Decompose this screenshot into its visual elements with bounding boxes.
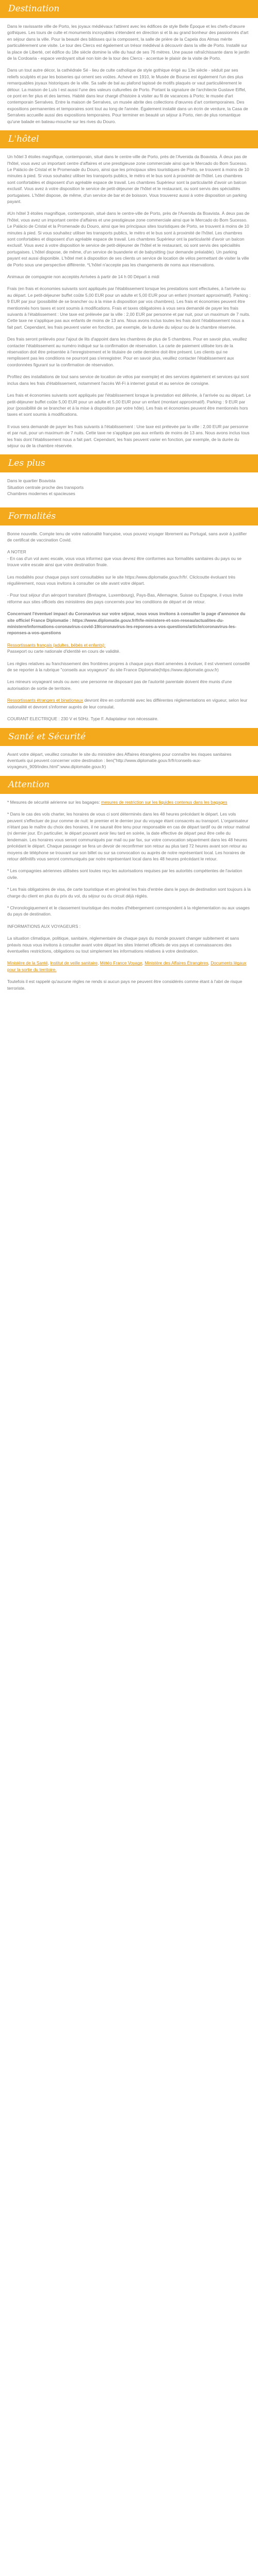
destination-paragraph-1: Dans le ravissante ville de Porto, les joyaux médiévaux l'attirent avec les édifices de style Belle Époque et les chefs-d'œuvre gothiques. Les tours de culte et monuments incroyables s'étendent en direction si et là au grand bonheur des passionnés d'art en séjour dans la ville. Pour la beauté des bâtisses qui la composent, la salle de prière de la Capela dos Almas mérite particulièrement une visite. Le tour des Clercs est également un trésor médiéval à découvrir dans la ville de Porto. Installé sur la place de Liberté, cet édifice du 18e siècle domine la ville du haut de ses 76 mètres. Une pause rafraîchissante dans le jardin de la Cordoaria - espace verdoyant situé non loin de la tour des Clercs - accentue le plaisir de la visite de Porto. <box>7 24 250 61</box>
health-ministry-link[interactable]: Ministère de la Santé <box>7 960 48 966</box>
attention-paragraph-3: * Les compagnies aériennes utilisées sont toutes reçu les autorisations requises par les autorités compétentes de l'aviation civile. <box>7 868 243 880</box>
sante-header: Santé et Sécurité <box>0 728 258 746</box>
sante-paragraph-1: Avant votre départ, veuillez consulter le site du ministère des Affaires étrangères pour connaître les risques sanitaires éventuels qui peuvent concerner votre destination : lien("http://www.diplomatie.gouv.fr/fr/conseils-aux-voyageurs_909/index.html":www.diplomatie.gouv.fr) <box>7 751 232 770</box>
formalites-paragraph-8: devront être en conformité avec les différentes réglementations en vigueur, selon leur nationalité et devront s'informer auprès de leur consulat. <box>7 698 248 709</box>
hotel-paragraph-4: Frais (en frais et économies suivants sont appliqués par l'établissement lorsque les prestations sont effectuées, à l'arrivée ou au départ. Le petit-déjeuner buffet coûte 5,00 EUR pour un adulte et 5,00 EUR pour un enfant (montant approximatif). Parking : 9 EUR par jour (possibilité de se brancher ou à la mise à disposition par vos chambres). Les frais et économies peuvent être mentionnés hors taxes et sont soumis à modifications. Frais et taxes obligatoires à vous sera demandé de payer les frais suivants à l'établissement : Une taxe est prélevée par la ville : 2,00 EUR par personne et par nuit, pour un maximum de 7 nuits. Cette taxe ne s'applique pas aux enfants de moins de 13 ans. Nous avons inclus toutes les frais dont l'établissement nous a fait part. Cependant, les frais peuvent varier en fonction, par exemple, de la durée du séjour ou de la chambre réservée. <box>7 286 251 330</box>
hotel-paragraph-8: Il vous sera demandé de payer les frais suivants à l'établissement : Une taxe est prélevée par la ville : 2,00 EUR par personne et par nuit, pour un maximum de 7 nuits. Cette taxe ne s'applique pas aux enfants de moins de 13 ans. Nous avons inclus tous les frais dont l'établissement nous a fait part. Cependant, les frais peuvent varier en fonction, par exemple, de la durée du séjour ou de la chambre réservée. <box>7 423 250 448</box>
formalites-paragraph-5: Passeport ou carte nationale d'identité en cours de validité. <box>7 649 121 654</box>
destination-content <box>0 18 258 125</box>
meteo-france-link[interactable]: Météo France Voyage <box>100 960 142 966</box>
formalites-paragraph-1: Bonne nouvelle. Compte tenu de votre nationalité française, vous pouvez voyager librement au Portugal, sans avoir à justifier de certificat de vaccination Covid. <box>7 531 247 543</box>
formalites-paragraph-6: Les règles relatives au franchissement des frontières propres à chaque pays étant amenées à évoluer, il est vivement conseillé de se reporter à la rubrique "conseils aux voyageurs" du site France Diplomatie(https://www.diplomatie.gouv.fr) <box>7 660 250 673</box>
formalites-note-title: A NOTER <box>7 549 26 555</box>
hotel-paragraph-5: Des frais seront prélevés pour l'ajout de lits d'appoint dans les chambres de plus de 5 chambres. Pour en savoir plus, veuillez contacter l'établissement au numéro indiqué sur la confirmation de réservation. La carte de paiement utilisée lors de la réservation doit être présentée à l'enregistrement et le titulaire de cette dernière doit être présent. Les clients qui ne remplissent pas les conditions ne pourront pas s'enregistrer. Pour en savoir plus, veuillez contacter l'établissement aux coordonnées figurant sur la confirmation de réservation. <box>7 336 247 367</box>
formalites-paragraph-4: - Pour tout séjour d'un aéroport transitant (Bretagne, Luxembourg), Pays-Bas, Allemagne, Suisse ou Espagne, il vous invite réforme aux sites officiels des ministères des pays concernés pour les conditions de départ et de retour. <box>7 592 243 604</box>
hotel-header: L'hôtel <box>0 130 258 148</box>
legal-documents-link[interactable]: Documents légaux pour la sortie du territoire. <box>7 960 247 972</box>
hotel-paragraph-6: Profitez des installations de tout sans service de location de vélos par exemple) et des services également et services qui sont inclus dans les frais d'établissement, notamment l'accès Wi-Fi à internet gratuit et au service de consigne. <box>7 374 249 386</box>
formalites-paragraph-3: Les modalités pour chaque pays sont consultables sur le site https://www.diplomatie.gouv.fr/fr/. Cliclcoutte évoluant très régulièrement, nous vous invitons à consulter ce site avant votre départ. <box>7 574 236 586</box>
hotel-paragraph-2: #Un hôtel 3 étoiles magnifique, contemporain, situé dans le centre-ville de Porto, près de l'Avenida da Boavista. À deux pas de l'hôtel, vous avez un important centre d'affaires et une prestigieuse zone commerciale ainsi que le Mercado do Bom Sucesso. Le Palácio de Cristal et la Promenade du Douro, ainsi que les principaux sites touristiques de Porto, se trouvent à moins de 10 minutes à pied. Si vous souhaitez utiliser les transports publics, le métro et le bus sont à proximité de l'hôtel. Les chambres sont confortables et disposent d'un agréable espace de travail. Les chambres Supérieur ont la particularité d'avoir un balcon exclusif. Vous avez à votre disposition le service de petit-déjeuner de l'hôtel et le restaurant, où sont servis des spécialités portugaises. L'hôtel dispose, de même, d'un service de buanderie et de babysitting (sur demande préalable). Un parking payant est aussi disponible. L'hôtel met à disposition de ses clients un service de location de vélos permettant de visiter la ville de Porto sous une perspective différente. *L'hôtel n'accepte pas les changements de noms aux réservations. <box>7 211 250 267</box>
formalites-paragraph-2: - En cas d'un vol avec escale, vous vous informez que vous devrez être conformes aux formalités sanitaires du pays ou se trouve votre escale ainsi que votre destination finale. <box>7 555 242 568</box>
plus-item: Situation centrale proche des transports <box>7 484 84 490</box>
attention-paragraph-6: La situation climatique, politique, sanitaire, réglementaire de chaque pays du monde pouvant changer subitement et sans préavis nous vous invitons à consulter avant votre départ les sites Internet officiels de vos pays et connaissances des éventuelles restrictions, obligations ou tout simplement les informations relatives à votre destination. <box>7 936 239 954</box>
destination-paragraph-2: Dans un tout autre décor, la cathédrale Sé - lieu de culte catholique de style gothique érigé au 13e siècle - séduit par ses reliefs sculptés et par les boiseries qui ornent ses voûtes. Achevé en 1910, le Musée de Bourse est également l'un des plus remarquables joyaux historiques de la ville. Sa salle de bal au plafond tapissé de motifs plaqués or vaut particulièrement le détour. La maison de Luís I est aussi l'une des valeurs culturelles de Porto. Portant la signature de l'architecte Gustave Eiffel, ce pont en fer plus et des larmes. Habité dans leur chargé d'histoire à visiter au fil de vacances à Porto; le musée d'art contemporain Serralves. Entre la maison de Serralves, un musée abrite des collections d'œuvres d'art contemporaines. Des expositions permanentes et temporaires sont tout au long de l'année. Également installé dans un écrin de verdure, la Casa de Serralves accueille aussi des expositions temporaires. Pour terminer en beauté un séjour à Porto, rien de plus romantique qu'une balade en bateau-mouche sur les rives du Douro. <box>7 67 248 124</box>
plus-item: Chambres modernes et spacieuses <box>7 491 75 497</box>
attention-header: Attention <box>0 776 258 794</box>
french-nationals-link[interactable]: Ressortissants français (adultes, bébés et enfants): <box>7 642 106 648</box>
hotel-paragraph-1: Un hôtel 3 étoiles magnifique, contemporain, situé dans le centre-ville de Porto, près de l'Avenida da Boavista. À deux pas de l'hôtel, vous avez un important centre d'affaires et une prestigieuse zone commerciale ainsi que le Mercado do Bom Sucesso. Le Palácio de Cristal et le Promenade du Douro, ainsi que les principaux sites touristiques de Porto, se trouvent à moins de 10 minutes à pied. Si vous souhaitez utiliser les transports publics, le métro et le bus sont à proximité de l'hôtel. Les chambres sont confortables et disposent d'un agréable espace de travail. Les chambres Supérieur sont la particularité d'avoir un balcon exclusif. Vous avez à votre disposition le service de petit-déjeuner de l'hôtel et le restaurant, ou sont servis des spécialités portugaises. L'hôtel dispose, de même, d'un service de bar et de boisson. Vous trouverez aussi à votre disposition un parking payant. <box>7 154 249 204</box>
hotel-paragraph-3: Animaux de compagnie non acceptés Arrivées à partir de 14 h 00 Départ à midi <box>7 274 159 279</box>
formalites-coronavirus-notice: Concernant l'éventuel impact du Coronavirus sur votre séjour, nous vous invitons à consulter la page d'annonce du site officiel France Diplomatie : https://www.diplomatie.gouv.fr/fr/le-ministere-et-son-reseau/actualites-du-ministere/informations-coronavirus-covid-19/coronavirus-les-reponses-a-vos-questions/article/coronavirus-les-reponses-a-vos-questions <box>7 611 246 636</box>
page <box>0 0 258 991</box>
attention-paragraph-1: * Mesures de sécurité aérienne sur les bagages: <box>7 799 102 805</box>
attention-paragraph-5: * Chronologiquement et le classement touristique des modes d'hébergement correspondent à la réglementation ou aux usages du pays de destination. <box>7 905 250 917</box>
formalites-paragraph-7: Les mineurs voyageant seuls ou avec une personne ne disposant pas de l'autorité parentale doivent être munis d'une autorisation de sortie de territoire. <box>7 679 232 691</box>
attention-paragraph-2: * Dans le cas des vols charter, les horaires de vous ci sont déterminés dans les 48 heures précédant le départ. Les vols peuvent s'effectuer de jour comme de nuit: le premier et le dernier jour du voyage étant consacrés au transport. L'organisateur n'étant pas le maître du choix des horaires, il ne saurait être tenu pour responsable en cas de départ tardif ou de retour matinal (ni dernier jour. En particulier, le départ pouvant avoir lieu tard en soirée, la date effective de départ peut être celle du lendemain. Les horaires vous seront communiqués par mail ou par fax, sur votre convocation séparément dans les 48 heures précédant le départ. Chaque passager se fera un devoir de reconfirmer son retour au plus tard 72 heures avant son retour au moyens de téléphone se trouvant sur son billet ou sur sa convocation ou auprès de notre représentant local. Les horaires de retour définitifs vous seront communiqués par notre représentant local dans les 48 heures précédant le retour. <box>7 811 250 861</box>
attention-content: * Mesures de sécurité aérienne sur les bagages: mesures de restriction sur les liquides contenus dans les bagages * Dans le cas des vols charter, les horaires de vous ci sont déterminés dans les 48 heures précédant le départ. Les vols peuvent s'effectuer de jour comme de nuit: le premier et le dernier jour du voyage étant consacrés au transport. L'organisateur n'étant pas le maître du choix des horaires, il ne saurait être tenu pour responsable en cas de départ tardif ou de retour matinal (ni dernier jour. En particulier, le départ pouvant avoir lieu tard en soirée, la date effective de départ peut être celle du lendemain. Les horaires vous seront communiqués par mail ou par fax, sur votre convocation séparément dans les 48 heures précédant le départ. Chaque passager se fera un devoir de reconfirmer son retour au plus tard 72 heures avant son retour au moyens de téléphone se trouvant sur son billet ou sur sa convocation ou auprès de notre représentant local. Les horaires de retour définitifs vous seront communiqués par notre représentant local dans les 48 heures précédant le retour. * Les compagnies aériennes utilisées sont toutes reçu les autorisations requises par les autorités compétentes de l'aviation civile. * Les frais obligatoires de visa, de carte touristique et en général les frais d'entrée dans le pays de destination sont toujours à la charge du client en plus du prix du vol, du séjour ou du circuit déjà réglés. * Chronologiquement et le classement touristique des modes d'hébergement correspondent à la réglementation ou aux usages du pays de destination. INFORMATIONS AUX VOYAGEURS : La situation climatique, politique, sanitaire, réglementaire de chaque pays du monde pouvant changer subitement et sans préavis nous vous invitons à consulter avant votre départ les sites Internet officiels de vos pays et connaissances des éventuelles restrictions, obligations ou tout simplement les informations relatives à votre destination. Ministère de la Santé, Institut de veille sanitaire, Météo France Voyage, Ministère des Affaires Étrangères, Documents légaux pour la sortie du territoire. Toutefois il est rappelé qu'aucune règles ne rends si aucun pays ne peuvent être considérés comme étant à l'abri de risque terroriste. <box>7 799 251 991</box>
formalites-content <box>0 526 258 722</box>
liquids-restriction-link[interactable]: mesures de restriction sur les liquides contenus dans les bagages <box>101 799 228 805</box>
foreign-nationals-link[interactable]: Ressortissants étrangers et binationaux <box>7 698 84 703</box>
formalites-electricity: COURANT ELECTRIQUE : 230 V et 50Hz. Type F. Adaptateur non nécessaire. <box>7 716 158 722</box>
attention-paragraph-4: * Les frais obligatoires de visa, de carte touristique et en général les frais d'entrée dans le pays de destination sont toujours à la charge du client en plus du prix du vol, du séjour ou du circuit déjà réglés. <box>7 887 251 899</box>
sante-content <box>0 746 258 770</box>
health-watch-link[interactable]: Institut de veille sanitaire <box>50 960 98 966</box>
formalites-header: Formalités <box>0 507 258 526</box>
hotel-content <box>0 148 258 449</box>
attention-info-title: INFORMATIONS AUX VOYAGEURS : <box>7 923 81 929</box>
hotel-paragraph-7: Les frais et économies suivants sont appliqués par l'établissement lorsque la prestation est délivrée, à l'arrivée ou au départ. Le petit-déjeuner buffet coûte 5,00 EUR pour un adulte et 5,00 EUR pour un enfant (montant approximatif). Parking : 9 EUR par jour (possibilité de se brancher et à la mise à disposition par votre hôte). Les frais et économies peuvent être mentionnés hors taxes et sont soumis à modifications. <box>7 393 251 417</box>
plus-content <box>0 472 258 507</box>
plus-item: Dans le quartier Boavista <box>7 478 56 484</box>
plus-header: Les plus <box>0 454 258 472</box>
foreign-affairs-link[interactable]: Ministère des Affaires Étrangères <box>144 960 208 966</box>
attention-paragraph-7: Toutefois il est rappelé qu'aucune règles ne rends si aucun pays ne peuvent être considérés comme étant à l'abri de risque terroriste. <box>7 979 243 991</box>
destination-header: Destination <box>0 0 258 18</box>
